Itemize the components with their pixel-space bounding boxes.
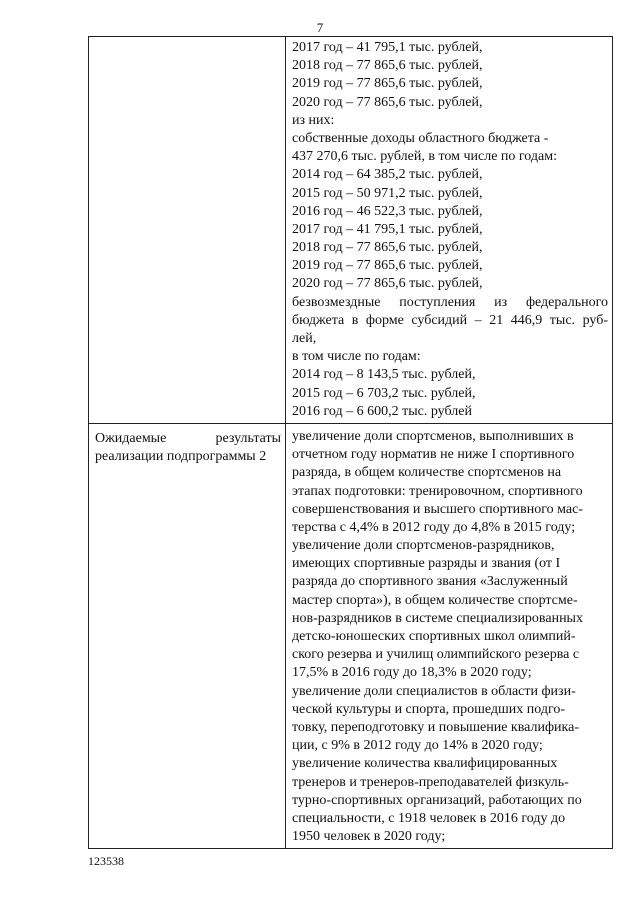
text-line: увеличение количества квалифицированных — [292, 756, 558, 772]
row-label: Ожидаемые результаты реализации подпрограммы 2 — [95, 430, 281, 464]
text-line: 2014 год – 64 385,2 тыс. рублей, — [292, 167, 483, 183]
funding-lines — [286, 37, 612, 423]
text-line: из них: — [292, 112, 335, 128]
text-line: лей, — [292, 331, 317, 346]
text-line: 17,5% в 2016 году до 18,3% в 2020 году; — [292, 665, 532, 681]
text-line: увеличение доли специалистов в области физи- — [292, 683, 576, 699]
text-line: 2015 год – 6 703,2 тыс. рублей, — [292, 385, 476, 401]
text-line: 2015 год – 50 971,2 тыс. рублей, — [292, 185, 483, 201]
text-line: 2020 год – 77 865,6 тыс. рублей, — [292, 94, 483, 110]
results-lines — [286, 424, 612, 848]
text-line: 2016 год – 6 600,2 тыс. рублей — [292, 403, 472, 419]
table-row-expected-results — [89, 423, 613, 848]
text-line: ского резерва и училищ олимпийского резерва с — [292, 647, 580, 663]
text-line: товку, переподготовку и повышение квалифика- — [292, 719, 579, 735]
text-line: 2017 год – 41 795,1 тыс. рублей, — [292, 40, 483, 55]
row-label — [89, 37, 285, 43]
text-line: ции, с 9% в 2012 году до 14% в 2020 году; — [292, 738, 543, 754]
text-line: специальности, с 1918 человек в 2016 году до — [292, 810, 566, 826]
program-table — [88, 36, 613, 849]
text-line: разряда, в общем количестве спортсменов на — [292, 465, 562, 481]
footer-code: 123538 — [88, 854, 124, 868]
text-line: 2019 год – 77 865,6 тыс. рублей, — [292, 258, 483, 274]
text-line: 2018 год – 77 865,6 тыс. рублей, — [292, 240, 483, 256]
row-label-cell — [89, 423, 286, 848]
text-line: 2014 год – 8 143,5 тыс. рублей, — [292, 367, 476, 383]
text-line: 2016 год – 46 522,3 тыс. рублей, — [292, 203, 483, 219]
text-line: 2019 год – 77 865,6 тыс. рублей, — [292, 76, 483, 92]
text-line: ческой культуры и спорта, прошедших подго- — [292, 701, 566, 717]
text-line: 1950 человек в 2020 году; — [292, 829, 446, 845]
text-line: собственные доходы областного бюджета - — [292, 130, 549, 146]
text-line: безвозмездные поступления из федерального — [292, 294, 608, 310]
text-line: детско-юношеских спортивных школ олимпий- — [292, 629, 576, 644]
text-line: 2020 год – 77 865,6 тыс. рублей, — [292, 276, 483, 292]
text-line: 2017 год – 41 795,1 тыс. рублей, — [292, 221, 483, 237]
text-line: терства с 4,4% в 2012 году до 4,8% в 2015 году; — [292, 519, 576, 535]
text-line: в том числе по годам: — [292, 349, 421, 365]
text-line: нов-разрядников в системе специализированных — [292, 610, 583, 626]
text-line: совершенствования и высшего спортивного мас- — [292, 501, 583, 517]
text-line: этапах подготовки: тренировочном, спортивного — [292, 483, 583, 499]
text-line: турно-спортивных организаций, работающих по — [292, 792, 582, 808]
text-line: увеличение доли спортсменов, выполнивших в — [292, 428, 574, 444]
text-line: 2018 год – 77 865,6 тыс. рублей, — [292, 58, 483, 74]
text-line: разряда до спортивного звания «Заслуженный — [292, 574, 568, 590]
page-number: 7 — [316, 20, 324, 35]
text-line: тренеров и тренеров-преподавателей физкуль- — [292, 774, 569, 790]
text-line: 437 270,6 тыс. рублей, в том числе по годам: — [292, 149, 557, 165]
row-label-cell — [89, 37, 286, 424]
table-row-funding — [89, 37, 613, 424]
text-line: бюджета в форме субсидий – 21 446,9 тыс. руб- — [292, 312, 608, 328]
text-line: имеющих спортивные разряды и звания (от I — [292, 556, 561, 572]
row-content-cell — [286, 37, 613, 424]
text-line: увеличение доли спортсменов-разрядников, — [292, 538, 555, 554]
text-line: мастер спорта»), в общем количестве спортсме- — [292, 592, 578, 608]
text-line: отчетном году норматив не ниже I спортивного — [292, 447, 575, 463]
row-content-cell — [286, 423, 613, 848]
